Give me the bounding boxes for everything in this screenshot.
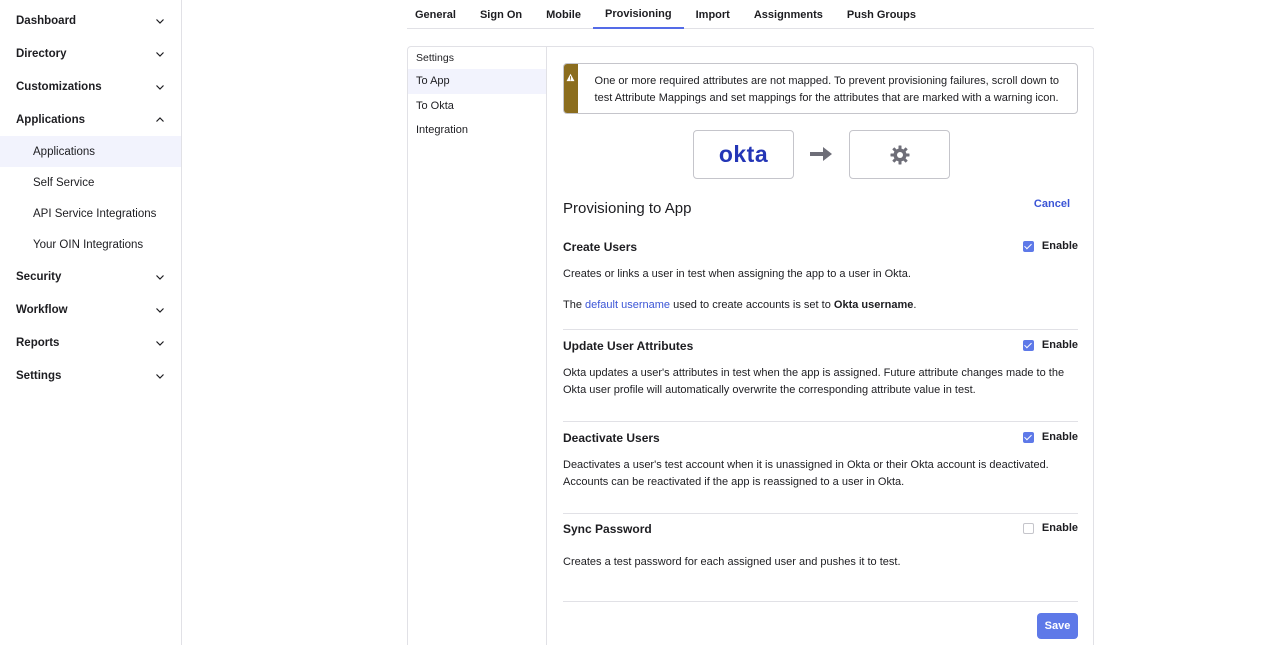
sidebar-group-label: Applications	[16, 113, 86, 126]
chevron-down-icon	[155, 338, 165, 348]
enable-label: Enable	[1041, 240, 1078, 252]
section-description: Creates or links a user in test when assigning the app to a user in Okta.	[563, 268, 911, 280]
cancel-button[interactable]: Cancel	[1033, 198, 1070, 210]
warning-bar	[564, 64, 578, 113]
default-username-link[interactable]: default username	[585, 298, 671, 311]
section-description-username	[563, 297, 1078, 314]
tab-mobile[interactable]: Mobile	[546, 8, 581, 21]
provisioning-content	[563, 63, 1078, 632]
sidebar-group-label: Settings	[16, 369, 62, 382]
chevron-down-icon	[155, 305, 165, 315]
desc-text: The	[563, 298, 586, 311]
checkbox-checked-icon	[1023, 432, 1034, 443]
chevron-down-icon	[155, 272, 165, 282]
chevron-down-icon	[155, 49, 165, 59]
sync-password-section	[563, 522, 1078, 571]
sidebar-group-directory[interactable]	[0, 37, 181, 70]
deactivate-users-section	[563, 431, 1078, 490]
sidebar-group-label: Directory	[16, 47, 67, 60]
section-description: Creates a test password for each assigned user and pushes it to test.	[563, 556, 901, 568]
sidebar-group-reports[interactable]	[0, 326, 181, 359]
provisioning-panel	[407, 46, 1094, 645]
sidebar-item-api-service-integrations[interactable]: API Service Integrations	[33, 207, 157, 220]
tab-sign-on[interactable]: Sign On	[479, 8, 523, 21]
create-users-enable-checkbox[interactable]	[1023, 240, 1078, 252]
chevron-down-icon	[155, 82, 165, 92]
provisioning-logos	[693, 130, 951, 179]
divider	[563, 513, 1078, 514]
sidebar-item-applications[interactable]: Applications	[0, 136, 181, 167]
sidebar-group-dashboard[interactable]	[0, 4, 181, 37]
page-title: Provisioning to App	[563, 200, 692, 217]
update-attributes-section	[563, 339, 1078, 398]
sidebar-group-label: Customizations	[16, 80, 102, 93]
chevron-down-icon	[155, 16, 165, 26]
sidebar-group-security[interactable]	[0, 260, 181, 293]
section-description: Okta updates a user's attributes in test when the app is assigned. Future attribute changes made to the Okta user profile will automatically overwrite the corresponding attribute value in test.	[563, 367, 1065, 396]
section-title: Update User Attributes	[563, 339, 694, 353]
sidebar-group-applications[interactable]	[0, 103, 181, 136]
tab-provisioning[interactable]: Provisioning	[593, 0, 684, 29]
warning-text: One or more required attributes are not mapped. To prevent provisioning failures, scroll down to test Attribute Mappings and set mappings for the attributes that are marked with a warning icon.	[594, 75, 1060, 104]
save-button[interactable]: Save	[1037, 613, 1078, 639]
enable-label: Enable	[1041, 339, 1078, 351]
enable-label: Enable	[1041, 431, 1078, 443]
sidebar-group-workflow[interactable]	[0, 293, 181, 326]
section-title: Sync Password	[563, 522, 652, 536]
create-users-section	[563, 240, 1078, 313]
app-tabs	[407, 0, 1094, 29]
section-title: Deactivate Users	[563, 431, 660, 445]
sidebar-group-label: Dashboard	[16, 14, 77, 27]
arrow-right-icon	[809, 144, 833, 164]
sidebar-group-customizations[interactable]	[0, 70, 181, 103]
sidebar-item-self-service[interactable]: Self Service	[33, 176, 95, 189]
desc-text: used to create accounts is set to	[670, 298, 834, 311]
sync-password-enable-checkbox[interactable]	[1023, 522, 1078, 534]
warning-icon	[566, 73, 575, 82]
okta-logo: okta	[718, 141, 769, 167]
divider	[563, 421, 1078, 422]
update-attributes-enable-checkbox[interactable]	[1023, 339, 1078, 351]
okta-logo-box	[693, 130, 794, 179]
sidebar-group-label: Reports	[16, 336, 60, 349]
tab-general[interactable]: General	[415, 8, 456, 21]
settings-nav	[408, 47, 547, 645]
sidebar-group-settings[interactable]	[0, 359, 181, 392]
warning-callout	[563, 63, 1078, 114]
settings-nav-integration[interactable]: Integration	[416, 124, 468, 137]
sidebar-item-your-oin-integrations[interactable]: Your OIN Integrations	[33, 238, 144, 251]
sidebar-group-label: Workflow	[16, 303, 68, 316]
section-description: Deactivates a user's test account when it is unassigned in Okta or their Okta account is deactivated. Accounts can be reactivated if the app is reassigned to a user in Okta.	[563, 459, 1049, 488]
settings-nav-to-app[interactable]: To App	[408, 69, 546, 94]
chevron-down-icon	[155, 371, 165, 381]
chevron-up-icon	[155, 115, 165, 125]
sidebar-group-label: Security	[16, 270, 62, 283]
settings-nav-to-okta[interactable]: To Okta	[416, 99, 454, 112]
enable-label: Enable	[1041, 522, 1078, 534]
settings-nav-header: Settings	[416, 52, 454, 64]
desc-text: .	[913, 298, 917, 311]
divider	[563, 329, 1078, 330]
checkbox-checked-icon	[1023, 241, 1034, 252]
checkbox-checked-icon	[1023, 340, 1034, 351]
divider	[563, 601, 1078, 602]
section-title: Create Users	[563, 240, 638, 254]
app-logo-box	[849, 130, 950, 179]
tab-push-groups[interactable]: Push Groups	[846, 8, 916, 21]
gear-icon	[890, 145, 910, 165]
checkbox-unchecked-icon	[1023, 523, 1034, 534]
sidebar	[0, 0, 182, 645]
tab-assignments[interactable]: Assignments	[753, 8, 823, 21]
deactivate-users-enable-checkbox[interactable]	[1023, 431, 1078, 443]
applications-subnav	[0, 136, 181, 260]
desc-bold: Okta username	[833, 298, 914, 311]
tab-import[interactable]: Import	[695, 8, 730, 21]
